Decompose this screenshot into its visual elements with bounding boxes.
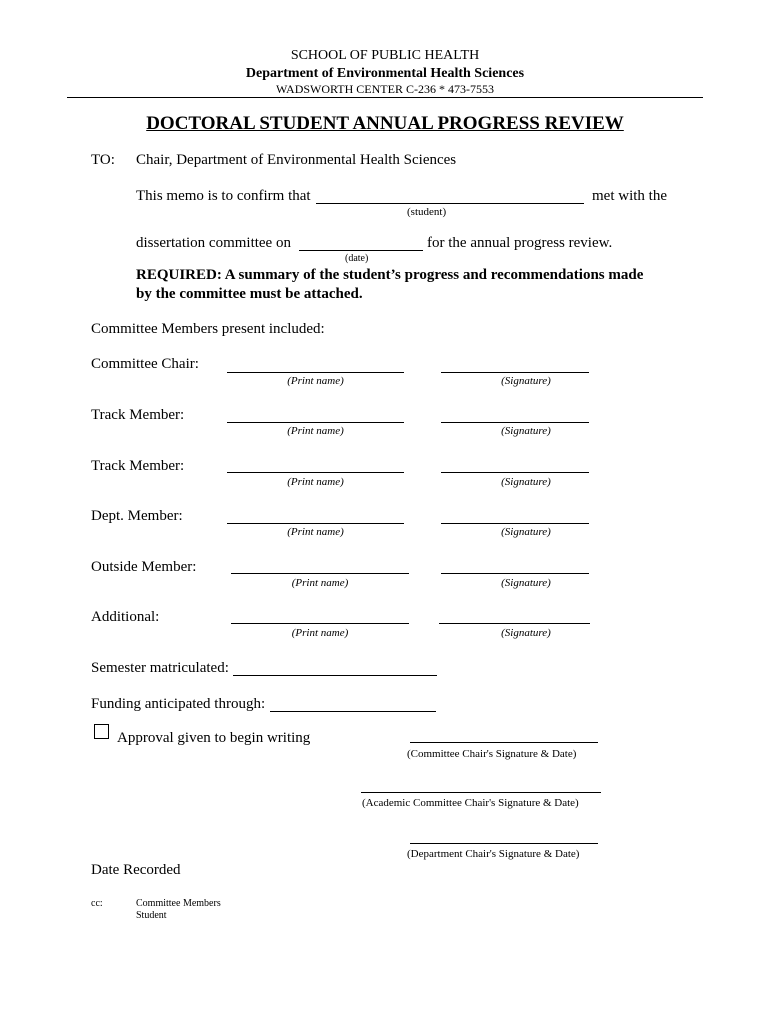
signature-field[interactable] xyxy=(441,523,589,524)
memo-committee-text: dissertation committee on xyxy=(136,235,291,251)
department-chair-signature-caption: (Department Chair's Signature & Date) xyxy=(407,848,580,860)
semester-label: Semester matriculated: xyxy=(91,660,229,676)
funding-label: Funding anticipated through: xyxy=(91,696,266,712)
date-recorded-label: Date Recorded xyxy=(91,862,181,878)
print-name-caption: (Print name) xyxy=(287,375,344,387)
required-notice-line2: by the committee must be attached. xyxy=(136,286,363,302)
print-name-field[interactable] xyxy=(227,472,404,473)
memo-met-with-text: met with the xyxy=(592,188,667,204)
print-name-field[interactable] xyxy=(227,523,404,524)
approval-checkbox[interactable] xyxy=(94,724,109,739)
committee-chair-signature-field[interactable] xyxy=(410,742,598,743)
signature-caption: (Signature) xyxy=(501,425,551,437)
print-name-field[interactable] xyxy=(231,573,409,574)
cc-student: Student xyxy=(136,910,167,921)
signature-caption: (Signature) xyxy=(501,476,551,488)
signature-caption: (Signature) xyxy=(501,526,551,538)
academic-chair-signature-field[interactable] xyxy=(361,792,601,793)
print-name-caption: (Print name) xyxy=(287,476,344,488)
signature-field[interactable] xyxy=(441,422,589,423)
member-role-label: Committee Chair: xyxy=(91,356,199,372)
print-name-caption: (Print name) xyxy=(291,627,349,639)
student-name-field[interactable] xyxy=(316,203,584,204)
print-name-field[interactable] xyxy=(227,372,404,373)
department-chair-signature-field[interactable] xyxy=(410,843,598,844)
committee-intro: Committee Members present included: xyxy=(91,321,325,337)
signature-caption: (Signature) xyxy=(501,375,551,387)
form-title: DOCTORAL STUDENT ANNUAL PROGRESS REVIEW xyxy=(146,113,624,134)
required-notice-line1: REQUIRED: A summary of the student’s progress and recommendations made xyxy=(136,267,644,283)
signature-field[interactable] xyxy=(441,573,589,574)
date-caption: (date) xyxy=(345,253,369,264)
department-name: Department of Environmental Health Sciences xyxy=(245,66,525,81)
to-value: Chair, Department of Environmental Health Sciences xyxy=(136,152,457,168)
signature-caption: (Signature) xyxy=(501,577,551,589)
member-role-label: Track Member: xyxy=(91,407,185,423)
approval-label: Approval given to begin writing xyxy=(117,730,311,746)
school-name: SCHOOL OF PUBLIC HEALTH xyxy=(290,48,480,63)
member-role-label: Additional: xyxy=(91,609,160,625)
print-name-field[interactable] xyxy=(227,422,404,423)
print-name-caption: (Print name) xyxy=(287,526,344,538)
signature-field[interactable] xyxy=(441,372,589,373)
header-rule xyxy=(67,97,703,98)
member-role-label: Track Member: xyxy=(91,458,185,474)
signature-field[interactable] xyxy=(439,623,590,624)
cc-label: cc: xyxy=(91,898,103,909)
print-name-caption: (Print name) xyxy=(287,425,344,437)
signature-field[interactable] xyxy=(441,472,589,473)
print-name-caption: (Print name) xyxy=(291,577,349,589)
signature-caption: (Signature) xyxy=(501,627,551,639)
student-caption: (student) xyxy=(407,206,447,218)
memo-review-text: for the annual progress review. xyxy=(427,235,613,251)
academic-chair-signature-caption: (Academic Committee Chair's Signature & Date) xyxy=(362,797,579,809)
member-role-label: Dept. Member: xyxy=(91,508,183,524)
semester-field[interactable] xyxy=(233,675,437,676)
funding-field[interactable] xyxy=(270,711,436,712)
print-name-field[interactable] xyxy=(231,623,409,624)
memo-confirm-text: This memo is to confirm that xyxy=(136,188,311,204)
review-date-field[interactable] xyxy=(299,250,423,251)
cc-committee-members: Committee Members xyxy=(136,898,221,909)
member-role-label: Outside Member: xyxy=(91,559,197,575)
committee-chair-signature-caption: (Committee Chair's Signature & Date) xyxy=(407,748,577,760)
to-label: TO: xyxy=(91,152,115,168)
address-line: WADSWORTH CENTER C-236 * 473-7553 xyxy=(276,82,494,96)
